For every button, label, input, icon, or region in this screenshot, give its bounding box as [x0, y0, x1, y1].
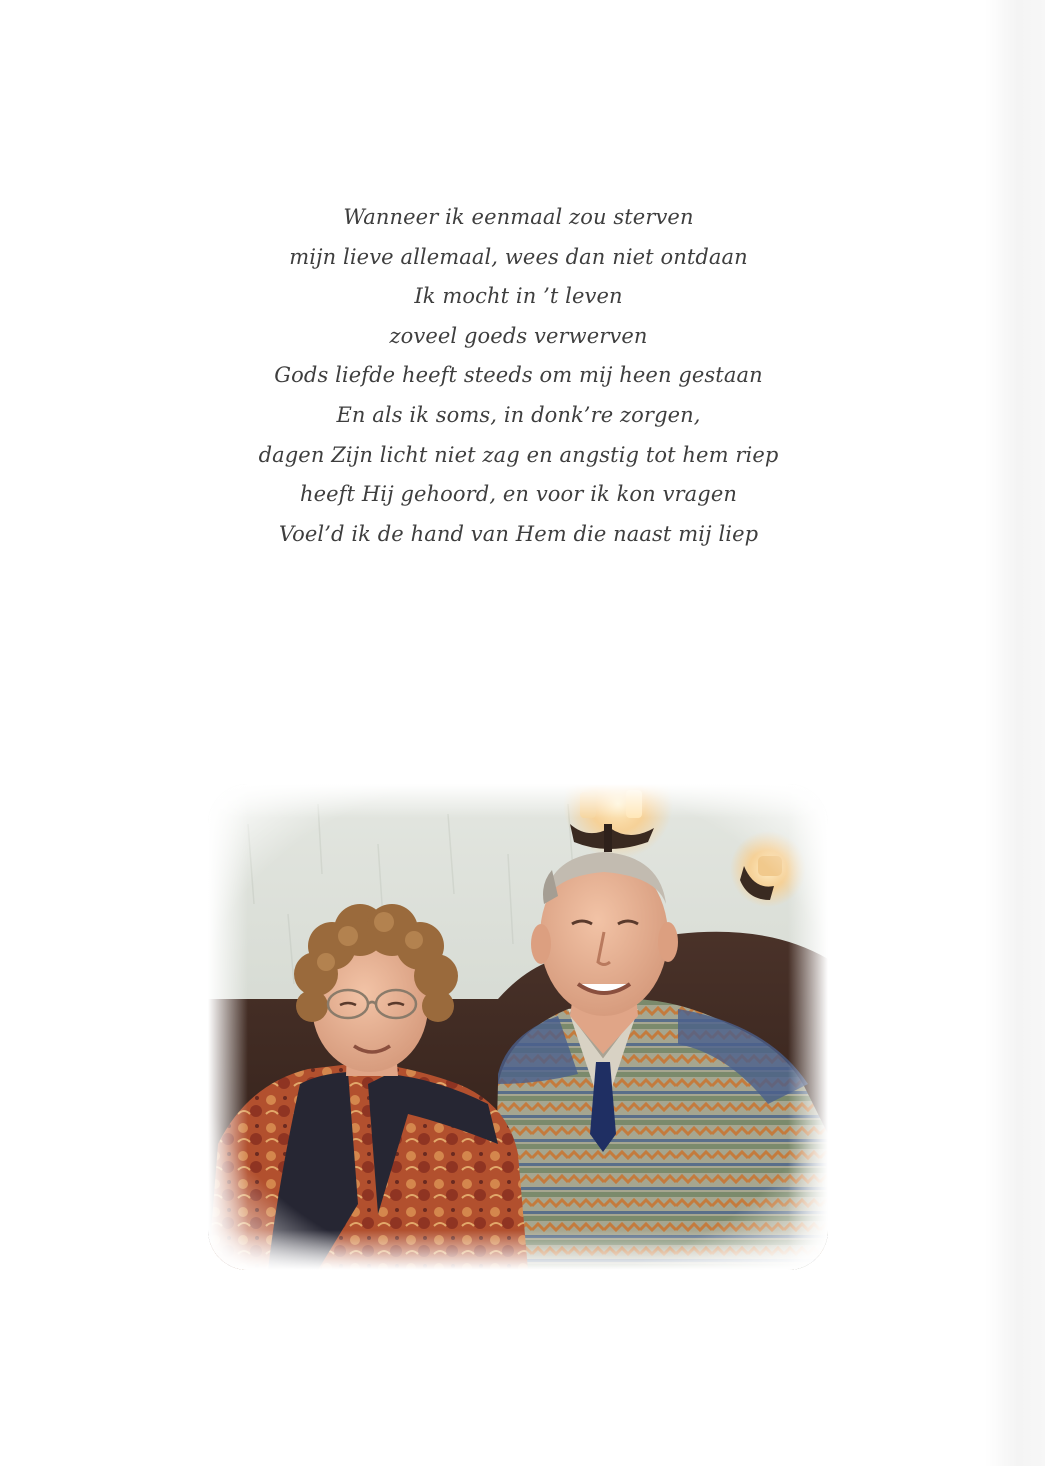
poem-line-6: En als ik soms, in donk’re zorgen,	[336, 402, 701, 427]
poem-line-9: Voel’d ik de hand van Hem die naast mij liep	[278, 521, 759, 546]
couple-photo	[208, 784, 828, 1270]
poem-line-3: Ik mocht in ’t leven	[414, 284, 623, 309]
poem-line-2: mijn lieve allemaal, wees dan niet ontdaan	[289, 244, 748, 269]
poem-line-8: heeft Hij gehoord, en voor ik kon vragen	[300, 482, 737, 507]
poem-line-1: Wanneer ik eenmaal zou sterven	[343, 205, 694, 229]
poem	[0, 198, 1037, 554]
poem-line-4: zoveel goeds verwerven	[389, 323, 648, 348]
poem-line-5: Gods liefde heeft steeds om mij heen gestaan	[274, 363, 763, 388]
poem-line-7: dagen Zijn licht niet zag en angstig tot hem riep	[258, 442, 779, 467]
